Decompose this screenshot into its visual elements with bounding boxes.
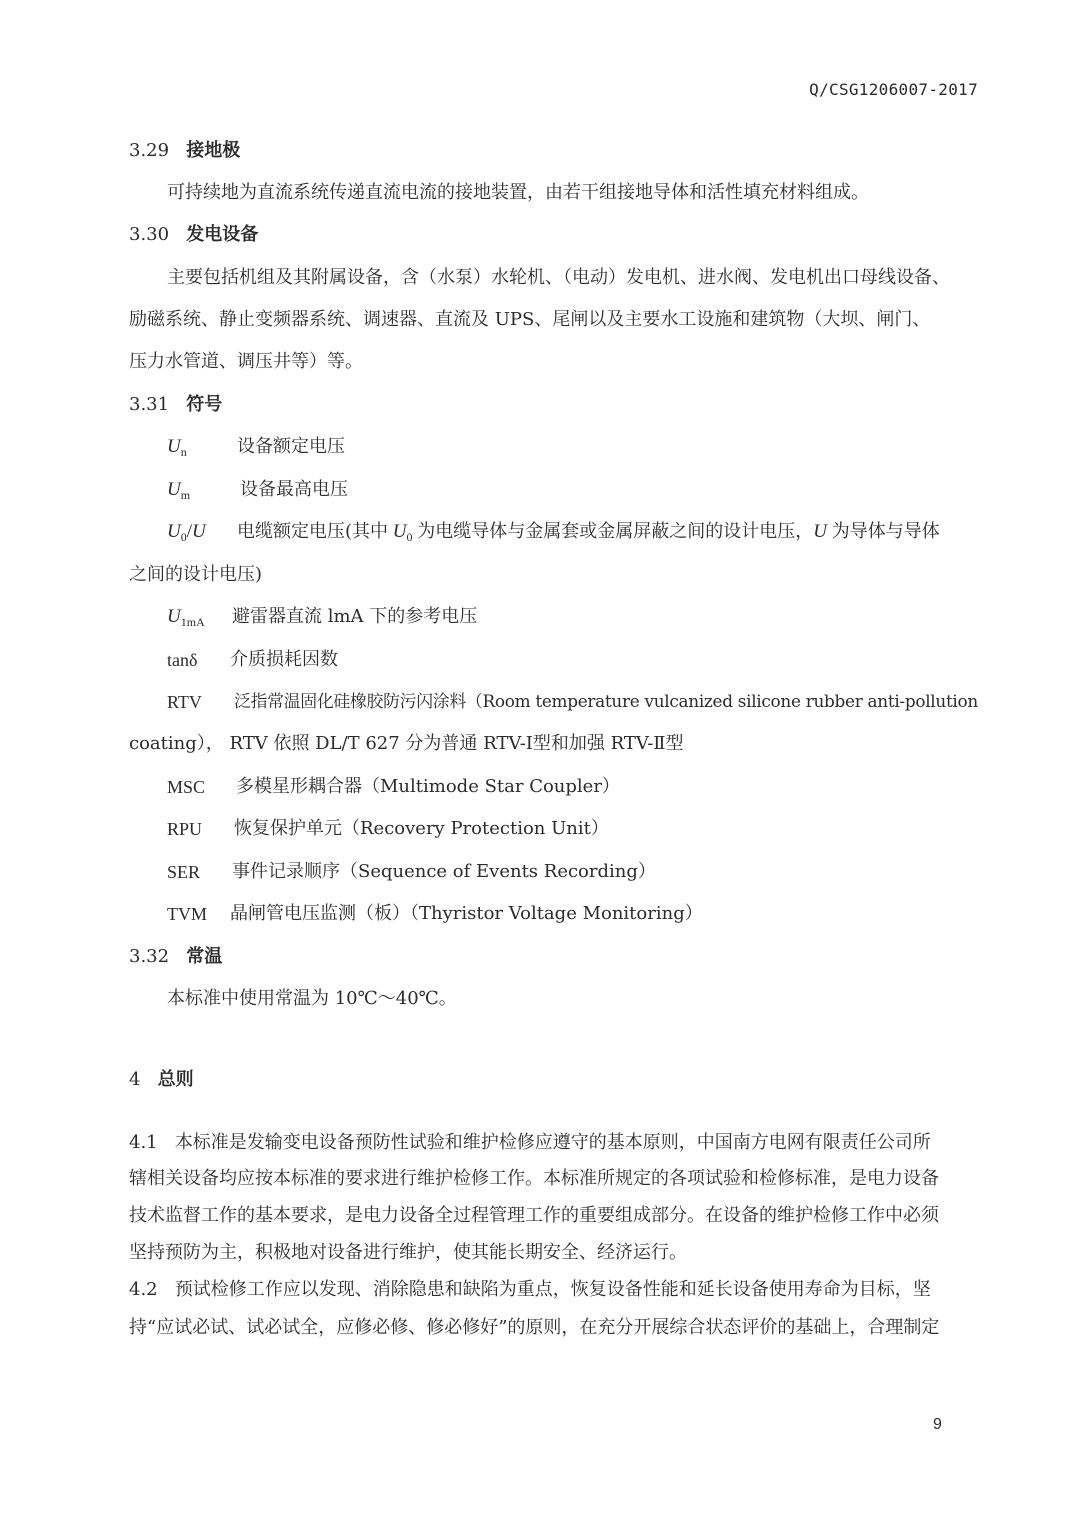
section-3-31-heading xyxy=(129,392,222,418)
clause-4-2-line1: 4.2 预试检修工作应以发现、消除隐患和缺陷为重点，恢复设备性能和延长设备使用寿命为目标，坚 xyxy=(129,1279,931,1300)
symbol-tvm: TVM xyxy=(167,904,207,924)
symbol-tan-delta-desc: 介质损耗因数 xyxy=(230,649,338,670)
chapter-title: 总则 xyxy=(157,1069,194,1090)
section-title: 符号 xyxy=(186,394,223,415)
section-3-29-heading xyxy=(129,138,240,164)
symbol-u1ma-desc: 避雷器直流 lmA 下的参考电压 xyxy=(232,606,478,627)
section-number: 3.32 xyxy=(129,946,170,967)
paragraph-line: 主要包括机组及其附属设备，含（水泵）水轮机、（电动）发电机、进水阀、发电机出口母线设备、 xyxy=(167,267,950,288)
symbol-um-desc: 设备最高电压 xyxy=(240,479,348,500)
symbol-rpu-desc: 恢复保护单元（Recovery Protection Unit） xyxy=(234,818,609,839)
clause-4-1-line1: 4.1 本标准是发输变电设备预防性试验和维护检修应遵守的基本原则，中国南方电网有限责任公司所 xyxy=(129,1132,931,1153)
paragraph-line: 辖相关设备均应按本标准的要求进行维护检修工作。本标准所规定的各项试验和检修标准，是电力设备 xyxy=(129,1168,939,1189)
symbol-msc-desc: 多模星形耦合器（Multimode Star Coupler） xyxy=(236,776,620,797)
section-title: 接地极 xyxy=(186,140,241,161)
symbol-tan-delta: tanδ xyxy=(167,650,198,670)
paragraph-line: 技术监督工作的基本要求，是电力设备全过程管理工作的重要组成部分。在设备的维护检修工作中必须 xyxy=(129,1205,939,1226)
symbol-um: $U_m$ xyxy=(167,479,191,502)
symbol-u0u-desc: 电缆额定电压(其中 $U_0$ 为电缆导体与金属套或金属屏蔽之间的设计电压，U 为导体与导体 xyxy=(237,521,940,544)
section-number: 3.30 xyxy=(129,224,170,245)
symbol-u1ma: $U_{1mA}$ xyxy=(167,606,205,629)
document-code: Q/CSG1206007-2017 xyxy=(809,80,978,99)
chapter-4-heading xyxy=(129,1067,194,1093)
symbol-ser: SER xyxy=(167,862,201,882)
section-3-30-heading xyxy=(129,222,258,248)
section-3-32-heading xyxy=(129,944,222,970)
chapter-number: 4 xyxy=(129,1069,141,1090)
section-title: 常温 xyxy=(186,946,223,967)
symbol-rtv-desc: 泛指常温固化硅橡胶防污闪涂料（Room temperature vulcanized silicone rubber anti-pollution xyxy=(234,692,978,712)
paragraph-line: 持“应试必试、试必试全，应修必修、修必修好”的原则，在充分开展综合状态评价的基础上，合理制定 xyxy=(129,1317,940,1338)
symbol-un-desc: 设备额定电压 xyxy=(237,436,345,457)
section-3-32-body: 本标准中使用常温为 10℃～40℃。 xyxy=(167,988,457,1009)
paragraph-line: 坚持预防为主，积极地对设备进行维护，使其能长期安全、经济运行。 xyxy=(129,1242,687,1263)
clause-number: 4.1 xyxy=(129,1132,158,1153)
section-3-29-body: 可持续地为直流系统传递直流电流的接地装置，由若干组接地导体和活性填充材料组成。 xyxy=(167,182,869,203)
clause-number: 4.2 xyxy=(129,1279,158,1300)
section-number: 3.31 xyxy=(129,394,170,415)
symbol-msc: MSC xyxy=(167,777,206,797)
symbol-rtv-desc-cont: coating）， RTV 依照 DL/T 627 分为普通 RTV-Ⅰ型和加强 RTV-Ⅱ型 xyxy=(129,733,684,754)
page-number: 9 xyxy=(933,1416,942,1433)
symbol-u0u-desc-cont: 之间的设计电压) xyxy=(129,564,263,585)
symbol-un: $U_n$ xyxy=(167,436,187,459)
paragraph-line: 压力水管道、调压井等）等。 xyxy=(129,351,363,372)
symbol-rtv: RTV xyxy=(167,692,202,712)
section-title: 发电设备 xyxy=(186,224,259,245)
symbol-tvm-desc: 晶闸管电压监测（板）（Thyristor Voltage Monitoring） xyxy=(230,903,703,924)
paragraph-line: 励磁系统、静止变频器系统、调速器、直流及 UPS、尾闸以及主要水工设施和建筑物（大坝、闸门、 xyxy=(129,309,931,330)
section-number: 3.29 xyxy=(129,140,170,161)
symbol-rpu: RPU xyxy=(167,819,203,839)
symbol-u0u: $U_0/U$ xyxy=(167,521,206,544)
symbol-ser-desc: 事件记录顺序（Sequence of Events Recording） xyxy=(232,861,656,882)
